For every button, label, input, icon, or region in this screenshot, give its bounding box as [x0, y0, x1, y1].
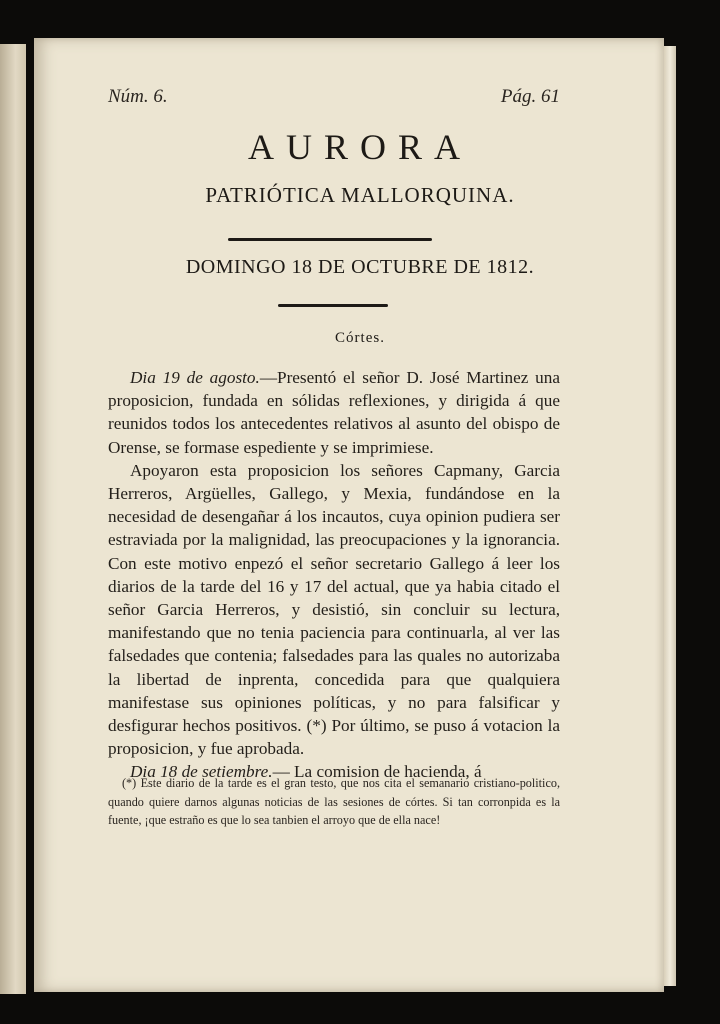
paragraph: [108, 366, 560, 459]
day-label: Dia 19 de agosto.: [130, 368, 260, 387]
day-label: Dia 18 de setiembre.: [130, 762, 273, 782]
page-number: Pág. 61: [500, 86, 560, 107]
section-title: Córtes.: [335, 330, 385, 346]
page-header: [108, 86, 560, 110]
paragraph: [108, 459, 560, 761]
paragraph-text: — La comision de hacienda, á: [272, 762, 482, 782]
article-body: [108, 366, 560, 784]
footnote: [108, 774, 560, 830]
issue-date: DOMINGO 18 DE OCTUBRE DE 1812.: [185, 256, 535, 278]
paragraph-text: —Presentó el señor D. José Martinez una proposicion, fundada en sólidas reflexiones, y dirigida á que reunidos todos los antecedentes relativos al asunto del obispo de Orense, se formase espediente y se imprimiese.: [108, 368, 560, 457]
date-rule: [278, 304, 388, 307]
masthead-subtitle: PATRIÓTICA MALLORQUINA.: [205, 183, 515, 207]
issue-number: Núm. 6.: [108, 86, 168, 107]
paragraph-text: Apoyaron esta proposicion los señores Capmany, Garcia Herreros, Argüelles, Gallego, y Mexia, fundándose en la necesidad de desengañar á los incautos, cuya opinion pudiera ser estraviada por la malignidad, las preocupaciones y la ignorancia. Con este motivo enpezó el señor secretario Gallego á leer los diarios de la tarde del 16 y 17 del actual, que ya habia citado el señor Garcia Herreros, y desistió, sin concluir su lectura, manifestando que no tenia paciencia para continuarla, al ver las falsedades que contenia; falsedades para las quales no autorizaba la libertad de inprenta, concedida para que qualquiera manifestase sus opiniones políticas, y no para falsificar y desfigurar hechos positivos. (*) Por último, se puso á votacion la proposicion, y fue aprobada.: [108, 460, 560, 759]
footnote-text: (*) Este diario de la tarde es el gran testo, que nos cita el semanario cristiano-politico, quando quiere darnos algunas noticias de las sesiones de córtes. Si tan corronpida es la fuente, ¡que estraño es que lo sea tanbien el arroyo que de ella nace!: [108, 776, 560, 827]
title-rule: [228, 238, 432, 241]
masthead-title: AURORA: [247, 127, 472, 167]
